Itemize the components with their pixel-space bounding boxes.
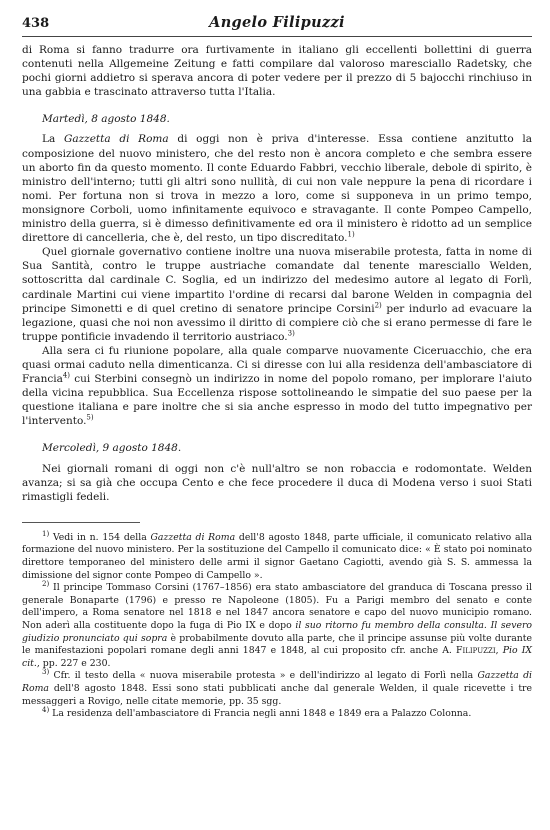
- page-header: [22, 14, 532, 37]
- footnote-ref: 5): [86, 413, 94, 422]
- main-text: [22, 43, 532, 504]
- footnote-ref: 1): [347, 230, 355, 239]
- footnote-ref: 4): [62, 371, 71, 380]
- footnote: $^{1)}$ Vedi in n. 154 della Gazzetta di Roma dell'8 agosto 1848, parte ufficiale, il comunicato relativo alla formazione del nuovo ministero. Per la sostituzione del Campello il comunicato dice: « È stato poi nominato direttore temporaneo del ministero delle armi il signor Gaetano Cagiotti, avendo già S. S. ammessa la dimissione del signor conte Pompeo di Campello ».: [22, 529, 532, 581]
- footnote-ref: 3): [287, 329, 295, 338]
- paragraph: La Gazzetta di Roma di oggi non è priva d'interesse. Essa contiene anzitutto la composizione del nuovo ministero, che del resto non è ancora completo e che sembra essere un aborto fin da questo momento. Il conte Eduardo Fabbri, vecchio liberale, debole di spirito, è ministro dell'interno; tutti gli altri sono nullità, di cui non vale neppure la pena di ricordare i nomi. Per fortuna non si trova in mezzo a loro, come si supponeva in un primo tempo, monsignore Corboli, uomo infinitamente equivoco e stravagante. Il conte Pompeo Campello, ministro della guerra, si è dimesso definitivamente ed ora il ministero è ridotto ad un semplice direttore di cancelleria, che è, del resto, un tipo discreditato.$^{1)}$: [22, 133, 532, 245]
- footnote: $^{2)}$ Il principe Tommaso Corsini (1767–1856) era stato ambasciatore del granduca di Toscana presso il generale Bonaparte (1796) e presso re Napoleone (1805). Fu a Parigi membro del senato e conte dell'impero, a Roma senatore nel 1818 e nel 1847 ancora senatore e capo del nuovo municipio romano. Non aderì alla costituente dopo la fuga di Pio IX e dopo il suo ritorno fu membro della consulta. Il severo giudizio pronunciato qui sopra è probabilmente dovuto alla parte, che il principe assunse più volte durante le manifestazioni popolari romane degli anni 1847 e 1848, al cui proposito cfr. anche A. Filipuzzi, Pio IX cit., pp. 227 e 230.: [22, 580, 532, 669]
- footnote-ref: 2): [374, 301, 382, 310]
- paragraph: Nei giornali romani di oggi non c'è null'altro se non robaccia e rodomontate. Welden avanza; si sa già che occupa Cento e che fece procedere il duca di Modena verso i suoi Stati rimastigli fedeli.: [22, 462, 532, 503]
- page-number: 438: [22, 16, 50, 31]
- paragraph: Quel giornale governativo contiene inoltre una nuova miserabile protesta, fatta in nome di Sua Santità, contro le truppe austriache comandate dal tenente maresciallo Welden, sottoscritta dal cardinale C. Soglia, ed un indirizzo del medesimo autore al legato di Forlì, cardinale Martini cui viene impartito l'ordine di recarsi dal barone Welden in compagnia del principe Simonetti e di quel cretino di senatore principe Corsini$^{2)}$ per indurlo ad evacuare la legazione, quasi che noi non avessimo il diritto di compiere ciò che si erano permesse di fare le truppe pontificie invadendo il territorio austriaco.$^{3)}$: [22, 246, 532, 343]
- paragraph: Alla sera ci fu riunione popolare, alla quale comparve nuovamente Ciceruacchio, che era quasi ormai caduto nella dimenticanza. Ci si diresse con lui alla residenza dell'ambasciatore di Francia$^{4)}$ cui Sterbini consegnò un indirizzo in nome del popolo romano, per implorare l'aiuto della vicina repubblica. Sua Eccellenza rispose sottolineando le simpatie del suo paese per la questione italiana e pare inoltre che si sia anche espresso in modo del tutto impegnativo per l'intervento.$^{5)}$: [22, 344, 532, 428]
- footnote: $^{3)}$ Cfr. il testo della « nuova miserabile protesta » e dell'indirizzo al legato di Forlì nella Gazzetta di Roma dell'8 agosto 1848. Essi sono stati pubblicati anche dal generale Welden, il quale ricevette i tre messaggeri a Rovigo, nelle citate memorie, pp. 35 sgg.: [22, 668, 532, 707]
- running-title: Angelo Filipuzzi: [209, 14, 345, 31]
- entry-date: Martedì, 8 agosto 1848.: [42, 113, 170, 126]
- footnotes: [22, 529, 532, 721]
- entry-date: Mercoledì, 9 agosto 1848.: [42, 442, 182, 455]
- paragraph: di Roma si fanno tradurre ora furtivamente in italiano gli eccellenti bollettini di guerra contenuti nella Allgemeine Zeitung e fatti compilare dal valoroso maresciallo Radetsky, che pochi giorni addietro si sperava ancora di poter vedere per il prezzo di 5 bajocchi rinchiuso in una gabbia e trascinato attraverso tutta l'Italia.: [22, 44, 532, 99]
- footnote-rule: [22, 522, 140, 523]
- footnote: $^{4)}$ La residenza dell'ambasciatore di Francia negli anni 1848 e 1849 era a Palazzo Colonna.: [42, 706, 472, 720]
